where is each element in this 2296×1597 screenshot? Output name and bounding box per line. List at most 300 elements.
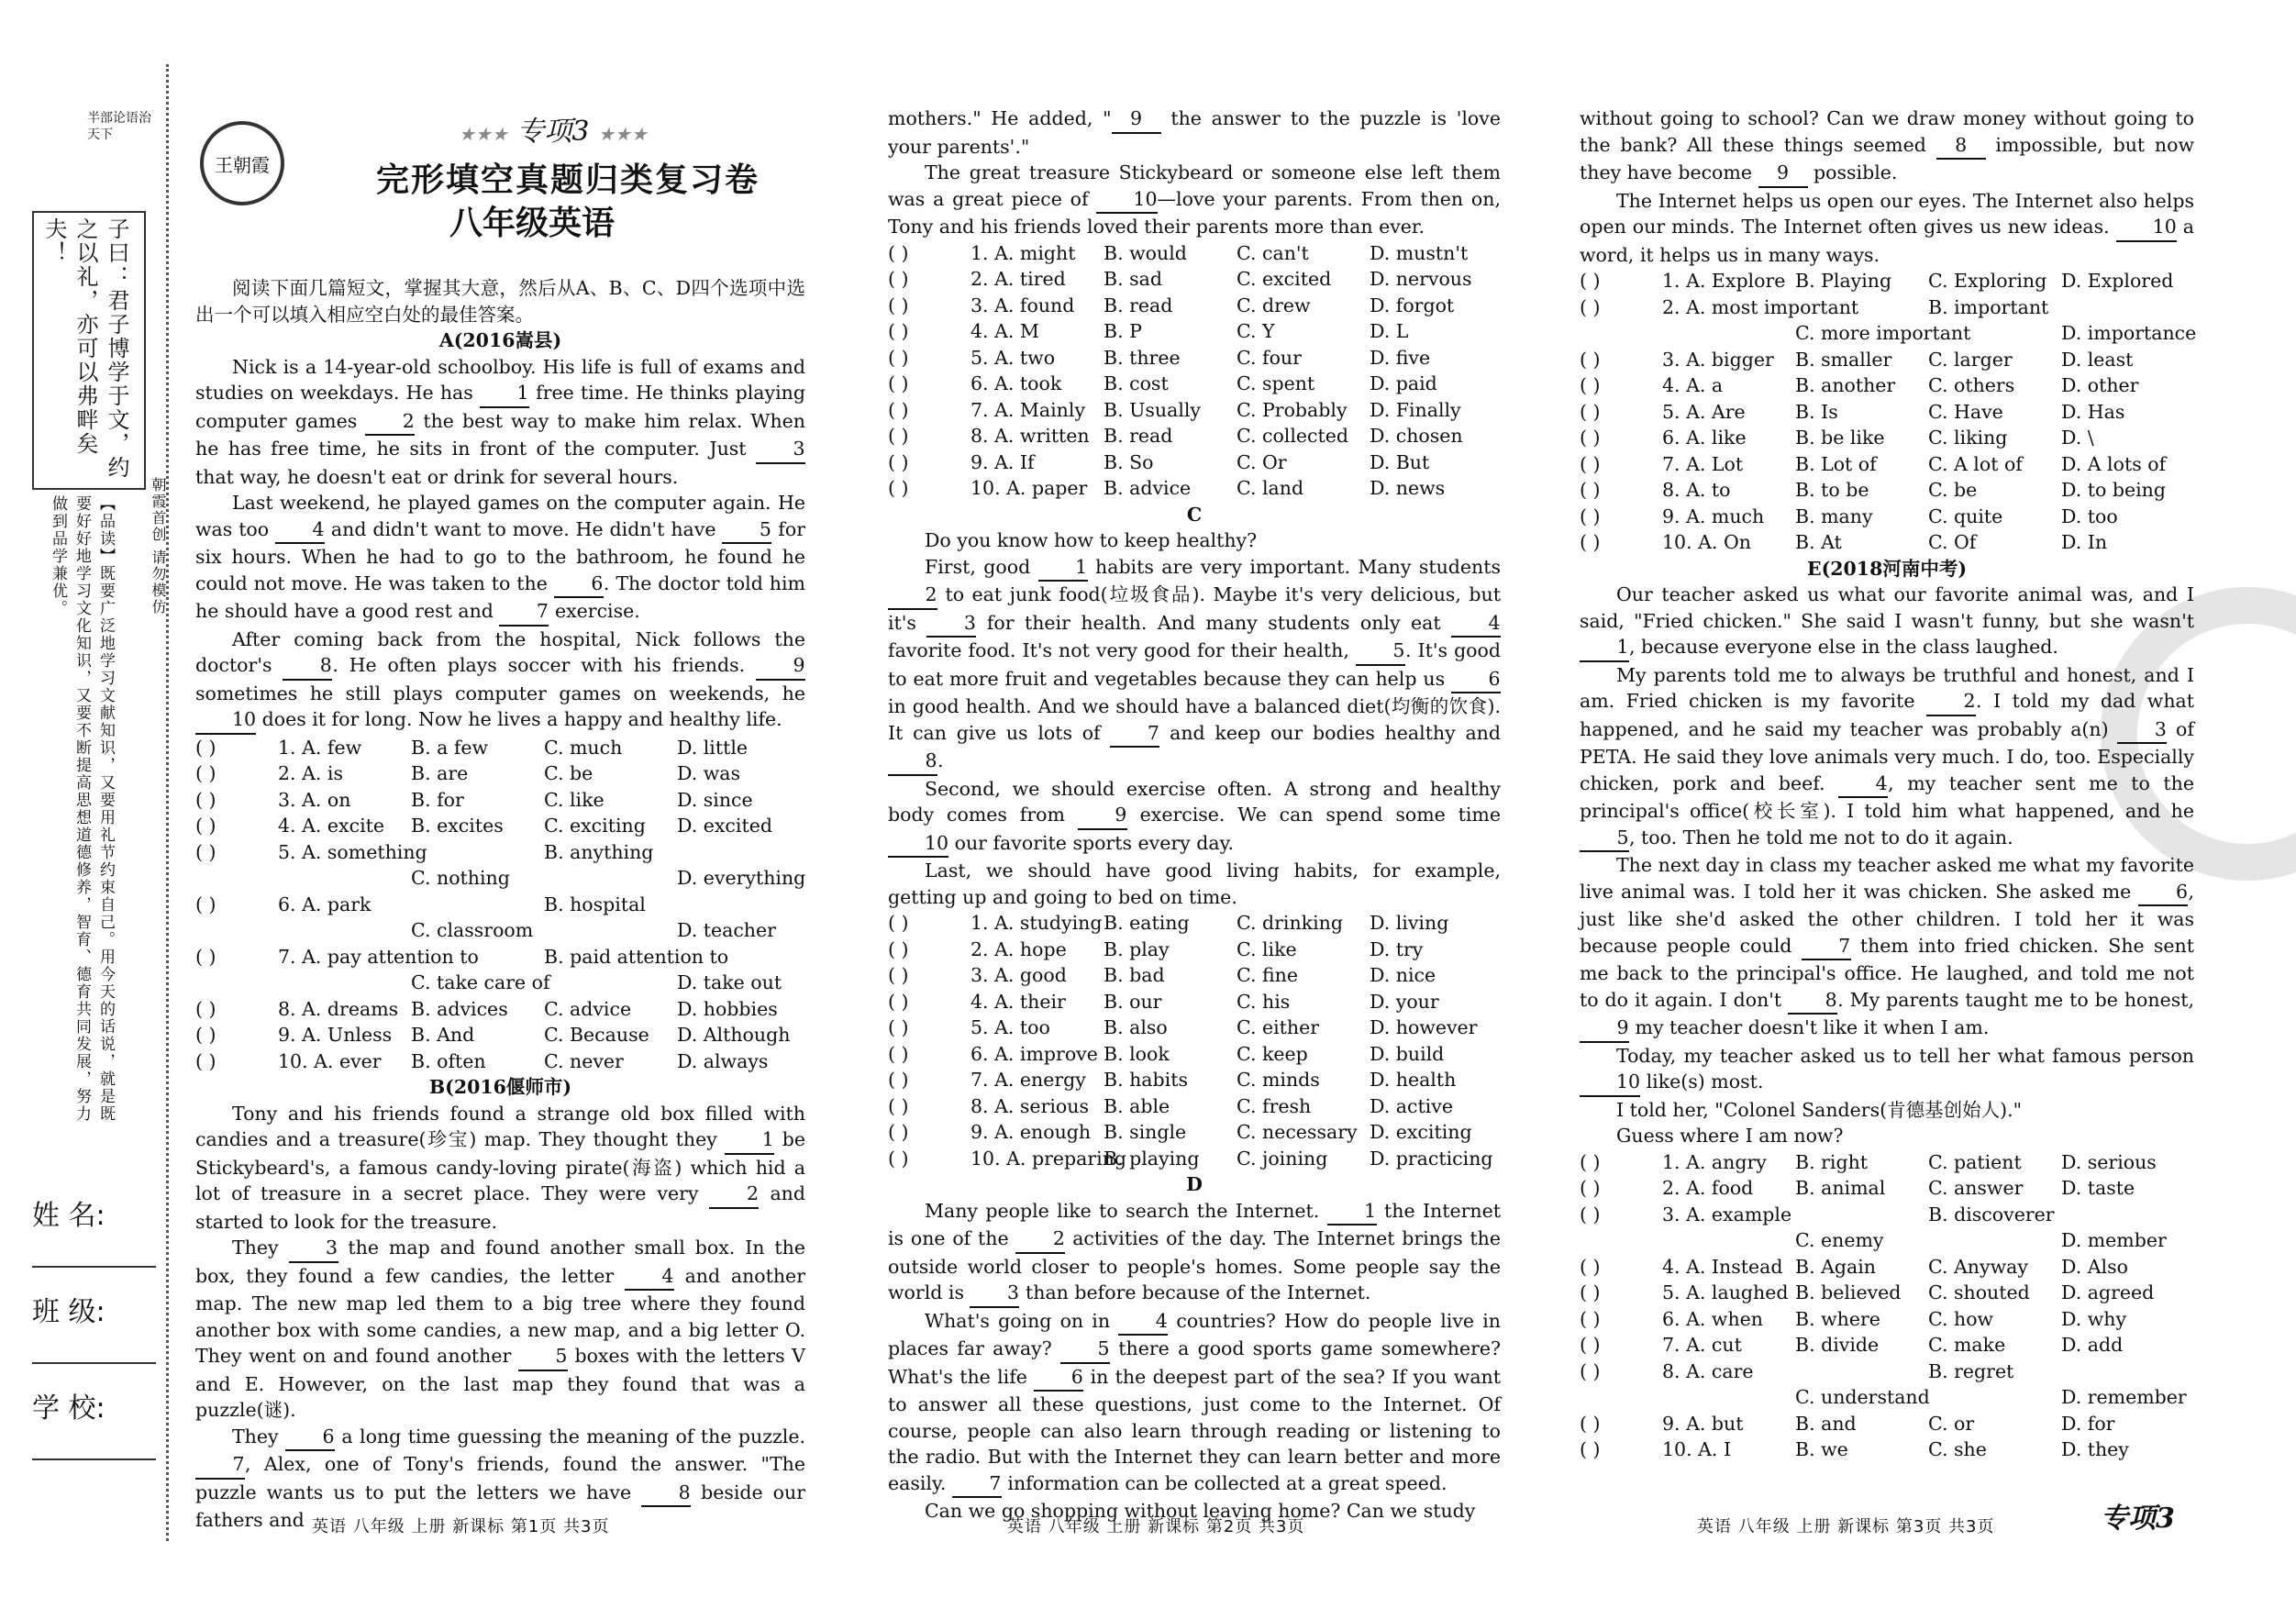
option-a: 3. A. example (1662, 1203, 1792, 1225)
answer-bracket[interactable]: ( ) (1580, 1307, 1601, 1330)
option-row (888, 318, 1501, 345)
option-text: D. try (1370, 937, 1424, 960)
option-row (1580, 1411, 2194, 1437)
blank-8[interactable]: 8 (1788, 987, 1837, 1015)
answer-bracket[interactable]: ( ) (888, 1069, 909, 1091)
option-row (888, 266, 1501, 293)
blank-9[interactable]: 9 (1078, 802, 1127, 830)
option-text: D. to being (2061, 479, 2166, 501)
option-row (1580, 477, 2194, 504)
option-text: C. joining (1237, 1147, 1328, 1170)
passage-b-cont-p1: mothers." He added, " 9 the answer to the puzzle is 'love your parents'." (888, 107, 1501, 158)
blank-10[interactable]: 10 (1580, 1069, 1640, 1097)
blank-6[interactable]: 6 (1451, 666, 1501, 694)
star-icon: ★★★ (597, 123, 648, 145)
motto-text: 半部论语治天下 (87, 111, 151, 142)
passage-e-p4: Today, my teacher asked us to tell her what famous person 10 like(s) most. (1580, 1043, 2194, 1097)
blank-7[interactable]: 7 (952, 1470, 1002, 1499)
option-row (888, 240, 1501, 267)
option-text: D. exciting (1370, 1121, 1472, 1143)
spacer (195, 865, 278, 892)
option-text: C. enemy (1795, 1229, 1884, 1251)
blank-8[interactable]: 8 (1936, 132, 1986, 161)
option-text: C. much (544, 736, 623, 759)
option-a: 1. A. Explore (1662, 270, 1786, 292)
option-text: C. how (1928, 1307, 1994, 1330)
blank-3[interactable]: 3 (970, 1280, 1019, 1308)
option-text: B. anything (544, 840, 654, 863)
blank-5[interactable]: 5 (518, 1343, 568, 1371)
option-text: D. importance (2061, 322, 2197, 344)
blank-8[interactable]: 8 (283, 652, 332, 681)
option-text: B. where (1795, 1307, 1880, 1330)
answer-bracket[interactable]: ( ) (888, 294, 909, 316)
option-text: C. four (1237, 346, 1302, 369)
answer-bracket[interactable]: ( ) (195, 840, 216, 863)
passage-b-cont-p2: The great treasure Stickybeard or someone else left them was a great piece of 10—love your parents. From then on, Tony and his friends loved their parents more than ever. (888, 161, 1501, 238)
blank-10[interactable]: 10 (2116, 214, 2177, 242)
option-text: B. hospital (544, 893, 646, 915)
option-text: B. play (1104, 937, 1170, 960)
option-text: D. always (677, 1049, 769, 1072)
answer-bracket[interactable]: ( ) (195, 762, 216, 784)
option-row (195, 787, 805, 814)
option-text: D. they (2061, 1438, 2129, 1460)
option-text: B. advice (1104, 477, 1192, 499)
option-a: 3. A. found (971, 294, 1075, 316)
option-text: C. Anyway (1928, 1255, 2028, 1278)
option-a: 5. A. two (971, 346, 1056, 369)
answer-bracket[interactable]: ( ) (195, 997, 216, 1020)
option-text: D. Also (2061, 1255, 2128, 1278)
blank-2[interactable]: 2 (1015, 1225, 1065, 1254)
option-text: D. since (677, 788, 753, 811)
option-a: 6. A. improve (971, 1042, 1098, 1065)
class-line[interactable] (32, 1362, 156, 1364)
options-d (1580, 268, 2197, 556)
spacer (1580, 1227, 1662, 1254)
option-text (544, 865, 677, 892)
blank-4[interactable]: 4 (1451, 610, 1501, 638)
option-text: B. cost (1104, 372, 1169, 394)
option-text: C. exciting (544, 815, 646, 837)
topic-badge (459, 108, 648, 149)
answer-bracket[interactable]: ( ) (1580, 427, 1601, 449)
option-text (1662, 320, 1795, 347)
option-text: D. mustn't (1370, 241, 1469, 264)
answer-bracket[interactable]: ( ) (1580, 1150, 1601, 1173)
answer-bracket[interactable]: ( ) (888, 320, 909, 342)
option-text: C. like (544, 788, 605, 811)
passage-b-p3: They 6 a long time guessing the meaning of the puzzle. 7, Alex, one of Tony's friends, found the answer. "The puzzle wants us to put the letters we have 8 beside our fathers and (195, 1425, 805, 1531)
option-text: C. nothing (411, 867, 510, 889)
answer-bracket[interactable]: ( ) (888, 398, 909, 421)
answer-bracket[interactable]: ( ) (888, 450, 909, 473)
option-text (1795, 1202, 1928, 1228)
blank-7[interactable]: 7 (1110, 720, 1159, 749)
answer-bracket[interactable]: ( ) (195, 945, 216, 968)
answer-bracket[interactable]: ( ) (888, 1121, 909, 1143)
answer-bracket[interactable]: ( ) (888, 964, 909, 986)
copyright-note: 朝霞首创 请勿模仿 (150, 477, 167, 616)
passage-d-cont-p1: without going to school? Can we draw money without going to the bank? All these things seemed 8 impossible, but now they have become 9 possible. (1580, 105, 2194, 188)
blank-1[interactable]: 1 (1327, 1198, 1377, 1226)
blank-6[interactable]: 6 (285, 1424, 335, 1452)
option-a: 4. A. their (971, 990, 1066, 1013)
option-row (888, 1041, 1501, 1068)
option-text: B. playing (1104, 1147, 1200, 1170)
option-row (888, 397, 1501, 424)
answer-bracket[interactable]: ( ) (1580, 1203, 1601, 1225)
blank-10[interactable]: 10 (1096, 186, 1157, 215)
answer-bracket[interactable]: ( ) (195, 788, 216, 811)
badge-text: 专项3 (516, 116, 590, 148)
option-text: B. eating (1104, 912, 1190, 934)
blank-1[interactable]: 1 (1038, 554, 1088, 582)
option-text: D. Although (677, 1024, 791, 1046)
option-row (1580, 1227, 2194, 1254)
answer-bracket[interactable]: ( ) (1580, 348, 1601, 371)
instructions: 阅读下面几篇短文，掌握其大意，然后从A、B、C、D四个选项中选出一个可以填入相应空白处的最佳答案。 (195, 277, 805, 326)
option-text (544, 917, 677, 944)
option-text: C. she (1928, 1438, 1987, 1460)
answer-bracket[interactable]: ( ) (1580, 452, 1601, 475)
passage-c-p1: Do you know how to keep healthy? (925, 529, 1258, 551)
blank-9[interactable]: 9 (1758, 160, 1808, 188)
option-text: C. never (544, 1049, 624, 1072)
option-a: 3. A. bigger (1662, 348, 1774, 371)
answer-bracket[interactable]: ( ) (1580, 505, 1601, 527)
passage-a-p1: Nick is a 14-year-old schoolboy. His life is full of exams and studies on weekdays. He has 1 free time. He thinks playing computer games 2 the best way to make him relax. When he has free time, he sits in front of the computer. Just 3 that way, he doesn't eat or drink for several hours. (195, 355, 805, 488)
answer-bracket[interactable]: ( ) (1580, 400, 1601, 423)
option-text: B. regret (1928, 1359, 2014, 1382)
blank-8[interactable]: 8 (641, 1480, 691, 1508)
blank-3[interactable]: 3 (289, 1235, 338, 1263)
option-row (1580, 529, 2194, 556)
blank-2[interactable]: 2 (709, 1181, 759, 1209)
option-a: 3. A. good (971, 964, 1067, 986)
option-a: 6. A. when (1662, 1307, 1763, 1330)
option-text: C. understand (1795, 1386, 1930, 1408)
option-text: D. take out (677, 971, 782, 993)
option-row (888, 449, 1501, 476)
blank-6[interactable]: 6 (1034, 1364, 1083, 1392)
option-text: D. everything (677, 867, 806, 889)
option-text: D. news (1370, 477, 1446, 499)
option-row (195, 944, 805, 970)
answer-bracket[interactable]: ( ) (888, 1094, 909, 1117)
option-text: B. we (1795, 1438, 1848, 1460)
answer-bracket[interactable]: ( ) (1580, 1334, 1601, 1356)
option-row (1580, 1254, 2194, 1281)
option-text: D. least (2061, 348, 2134, 371)
answer-bracket[interactable]: ( ) (888, 477, 909, 499)
passage-e-p5: I told her, "Colonel Sanders(肯德基创始人)." (1616, 1098, 2023, 1121)
option-text: D. L (1370, 320, 1409, 342)
option-text: B. advices (411, 997, 508, 1020)
option-row (1580, 1175, 2194, 1202)
blank-1[interactable]: 1 (480, 380, 529, 408)
answer-bracket[interactable]: ( ) (1580, 1438, 1601, 1460)
blank-7[interactable]: 7 (499, 598, 549, 627)
school-label: 学 校: (32, 1392, 105, 1425)
option-a: 10. A. paper (971, 477, 1088, 499)
answer-bracket[interactable]: ( ) (195, 1024, 216, 1046)
option-text (2061, 1359, 2194, 1385)
option-text: C. like (1237, 937, 1297, 960)
option-text: C. patient (1928, 1150, 2022, 1173)
passage-c-p3: Second, we should exercise often. A strong and healthy body comes from 9 exercise. We can spend some time 10 our favorite sports every day. (888, 776, 1501, 859)
option-text (2061, 294, 2194, 321)
option-row (195, 996, 805, 1023)
passage-d-p3: Can we go shopping without leaving home? Can we study (925, 1500, 1476, 1522)
blank-4[interactable]: 4 (1838, 771, 1888, 799)
answer-bracket[interactable]: ( ) (888, 346, 909, 369)
option-row (888, 293, 1501, 319)
option-text: D. why (2061, 1307, 2127, 1330)
answer-bracket[interactable]: ( ) (1580, 531, 1601, 553)
option-text: C. keep (1237, 1042, 1308, 1065)
passage-e-p6: Guess where I am now? (1616, 1125, 1844, 1147)
option-a: 8. A. dreams (278, 997, 399, 1020)
option-text (1928, 1227, 2061, 1254)
answer-bracket[interactable]: ( ) (888, 425, 909, 447)
star-icon: ★★★ (459, 123, 508, 145)
name-line[interactable] (32, 1266, 156, 1268)
option-text: D. active (1370, 1094, 1453, 1117)
answer-bracket[interactable]: ( ) (1580, 1255, 1601, 1278)
option-a: 10. A. I (1662, 1438, 1732, 1460)
option-text: C. more important (1795, 322, 1971, 344)
option-text: B. many (1795, 505, 1873, 527)
logo-text: 王朝霞 (215, 153, 270, 176)
blank-1[interactable]: 1 (1580, 634, 1629, 662)
option-text: D. other (2061, 374, 2139, 396)
option-text: C. advice (544, 997, 632, 1020)
option-text: C. A lot of (1928, 452, 2023, 475)
option-text: B. another (1795, 374, 1896, 396)
option-a: 7. A. energy (971, 1069, 1086, 1091)
option-a: 7. A. cut (1662, 1334, 1742, 1356)
answer-bracket[interactable]: ( ) (888, 1042, 909, 1065)
option-a: 9. A. Unless (278, 1024, 393, 1046)
option-text: C. take care of (411, 971, 550, 993)
option-text: C. excited (1237, 268, 1332, 290)
blank-10[interactable]: 10 (195, 706, 256, 735)
name-label: 姓 名: (32, 1200, 105, 1232)
option-text (1928, 1384, 2061, 1411)
answer-bracket[interactable]: ( ) (888, 937, 909, 960)
option-a: 8. A. written (971, 425, 1090, 447)
answer-bracket[interactable]: ( ) (888, 241, 909, 264)
spacer (195, 970, 278, 996)
answer-bracket[interactable]: ( ) (1580, 374, 1601, 396)
option-a: 9. A. If (971, 450, 1035, 473)
option-a: 8. A. to (1662, 479, 1731, 501)
blank-6[interactable]: 6 (2138, 879, 2188, 907)
answer-bracket[interactable]: ( ) (888, 268, 909, 290)
option-row (1580, 1436, 2194, 1463)
blank-8[interactable]: 8 (888, 748, 937, 776)
option-text: D. \ (2061, 427, 2094, 449)
answer-bracket[interactable]: ( ) (888, 990, 909, 1013)
option-text: B. would (1104, 241, 1187, 264)
option-text: D. too (2061, 505, 2118, 527)
answer-bracket[interactable]: ( ) (888, 372, 909, 394)
blank-2[interactable]: 2 (365, 408, 415, 437)
option-a: 1. A. angry (1662, 1150, 1767, 1173)
options-c (888, 910, 1501, 1171)
answer-bracket[interactable]: ( ) (1580, 1359, 1601, 1382)
blank-2[interactable]: 2 (888, 582, 937, 610)
answer-bracket[interactable]: ( ) (1580, 1412, 1601, 1435)
blank-6[interactable]: 6 (554, 571, 604, 599)
blank-1[interactable]: 1 (725, 1126, 774, 1155)
option-row (888, 1093, 1501, 1120)
option-text: C. Exploring (1928, 270, 2047, 292)
option-row (1580, 399, 2194, 426)
blank-5[interactable]: 5 (1060, 1336, 1110, 1364)
option-text: B. paid attention to (544, 945, 729, 968)
answer-bracket[interactable]: ( ) (888, 1147, 909, 1170)
option-text: B. look (1104, 1042, 1170, 1065)
spacer (1580, 1384, 1662, 1411)
passage-c-p4: Last, we should have good living habits, for example, getting up and going to bed on time. (888, 859, 1501, 908)
blank-7[interactable]: 7 (195, 1451, 245, 1480)
option-row (1580, 425, 2194, 451)
option-row (888, 1015, 1501, 1041)
spacer (195, 917, 278, 944)
blank-5[interactable]: 5 (722, 516, 771, 545)
blank-9[interactable]: 9 (1112, 105, 1161, 134)
option-row (195, 813, 805, 839)
option-a: 5. A. too (971, 1016, 1050, 1038)
option-row (1580, 1149, 2194, 1176)
option-a: 8. A. serious (971, 1094, 1089, 1117)
blank-10[interactable]: 10 (888, 830, 948, 859)
option-text (1795, 294, 1928, 321)
answer-bracket[interactable]: ( ) (1580, 1281, 1601, 1303)
option-text: D. nervous (1370, 268, 1472, 290)
option-text: B. and (1795, 1412, 1857, 1435)
option-row (888, 423, 1501, 449)
option-text: C. minds (1237, 1069, 1320, 1091)
option-text: B. animal (1795, 1177, 1886, 1199)
school-line[interactable] (32, 1458, 156, 1460)
blank-9[interactable]: 9 (1580, 1015, 1629, 1043)
option-row (1580, 320, 2197, 347)
option-row (195, 865, 805, 892)
answer-bracket[interactable]: ( ) (195, 893, 216, 915)
blank-4[interactable]: 4 (625, 1263, 674, 1292)
option-row (195, 1048, 805, 1075)
option-a: 9. A. enough (971, 1121, 1092, 1143)
options-e (1580, 1149, 2194, 1463)
blank-2[interactable]: 2 (1926, 688, 1976, 716)
blank-3[interactable]: 3 (756, 436, 805, 464)
option-row (1580, 268, 2194, 294)
option-text: B. At (1795, 531, 1842, 553)
option-a: 7. A. pay attention to (278, 945, 479, 968)
option-text (411, 892, 544, 918)
option-a: 4. A. M (971, 320, 1039, 342)
section-a-title: A(2016嵩县) (438, 329, 562, 351)
option-row (1580, 504, 2194, 530)
option-text: C. Probably (1237, 398, 1348, 421)
option-a: 2. A. most important (1662, 295, 1859, 318)
answer-bracket[interactable]: ( ) (1580, 270, 1601, 292)
option-text: D. chosen (1370, 425, 1463, 447)
quote-text: 子曰：君子博学于文，约之以礼，亦可以弗畔矣夫！ (41, 217, 129, 480)
option-text: D. living (1370, 912, 1449, 934)
option-text: C. land (1237, 477, 1304, 499)
blank-4[interactable]: 4 (1118, 1308, 1168, 1336)
option-a: 7. A. Mainly (971, 398, 1086, 421)
option-text (1795, 1359, 1928, 1385)
option-text: C. fine (1237, 964, 1298, 986)
option-text (677, 944, 805, 970)
option-text: C. Have (1928, 400, 2003, 423)
option-text: D. five (1370, 346, 1431, 369)
option-text: B. Again (1795, 1255, 1877, 1278)
option-row (888, 962, 1501, 989)
option-text: B. And (411, 1024, 475, 1046)
page-subtitle: 八年级英语 (449, 205, 616, 242)
option-text (1662, 1384, 1795, 1411)
option-row (888, 1119, 1501, 1146)
footer-page-2: 英语 八年级 上册 新课标 第2页 共3页 (1007, 1517, 1305, 1536)
option-text: D. health (1370, 1069, 1457, 1091)
option-text: B. Lot of (1795, 452, 1877, 475)
option-text: B. important (1928, 295, 2049, 318)
option-text: C. drinking (1237, 912, 1343, 934)
blank-5[interactable]: 5 (1580, 825, 1629, 853)
option-text: D. Finally (1370, 398, 1461, 421)
answer-bracket[interactable]: ( ) (1580, 295, 1601, 318)
answer-bracket[interactable]: ( ) (1580, 1177, 1601, 1199)
blank-3[interactable]: 3 (2117, 716, 2167, 745)
option-text (544, 970, 677, 996)
option-text: B. P (1104, 320, 1142, 342)
passage-c-p2: First, good 1 habits are very important. Many students 2 to eat junk food(垃圾食品). Maybe it's very delicious, but it's 3 for their health. And many students only eat 4 favorite food. It's not very good for their health, 5. It's good to eat more fruit and vegetables because they can help us 6 in good health. And we should have a balanced diet(均衡的饮食). It can give us lots of 7 and keep our bodies healthy and 8. (888, 554, 1501, 776)
blank-4[interactable]: 4 (275, 516, 325, 545)
option-a: 5. A. something (278, 840, 427, 863)
blank-5[interactable]: 5 (1356, 638, 1405, 666)
option-a: 4. A. a (1662, 374, 1724, 396)
option-text: D. serious (2061, 1150, 2157, 1173)
option-row (195, 735, 805, 761)
answer-bracket[interactable]: ( ) (195, 1049, 216, 1072)
answer-bracket[interactable]: ( ) (1580, 479, 1601, 501)
blank-9[interactable]: 9 (756, 652, 805, 681)
answer-bracket[interactable]: ( ) (195, 736, 216, 759)
option-text: D. In (2061, 531, 2108, 553)
option-a: 8. A. care (1662, 1359, 1754, 1382)
option-text: C. necessary (1237, 1121, 1358, 1143)
blank-7[interactable]: 7 (1802, 933, 1851, 961)
reading-note: 【品读】既要广泛地学习文献知识，又要用礼节约束自己。用今天的话说，就是既要好好地学习文化知识，又要不断提高思想道德修养，智育、德育共同发展，努力做到品学兼优。 (49, 495, 115, 1123)
answer-bracket[interactable]: ( ) (888, 912, 909, 934)
spacer (1580, 320, 1662, 347)
blank-3[interactable]: 3 (926, 610, 976, 638)
option-text: D. practicing (1370, 1147, 1493, 1170)
option-text: D. hobbies (677, 997, 778, 1020)
page-title: 完形填空真题归类复习卷 (376, 161, 760, 199)
answer-bracket[interactable]: ( ) (888, 1016, 909, 1038)
option-text: B. for (411, 788, 464, 811)
option-text: C. collected (1237, 425, 1349, 447)
answer-bracket[interactable]: ( ) (195, 815, 216, 837)
